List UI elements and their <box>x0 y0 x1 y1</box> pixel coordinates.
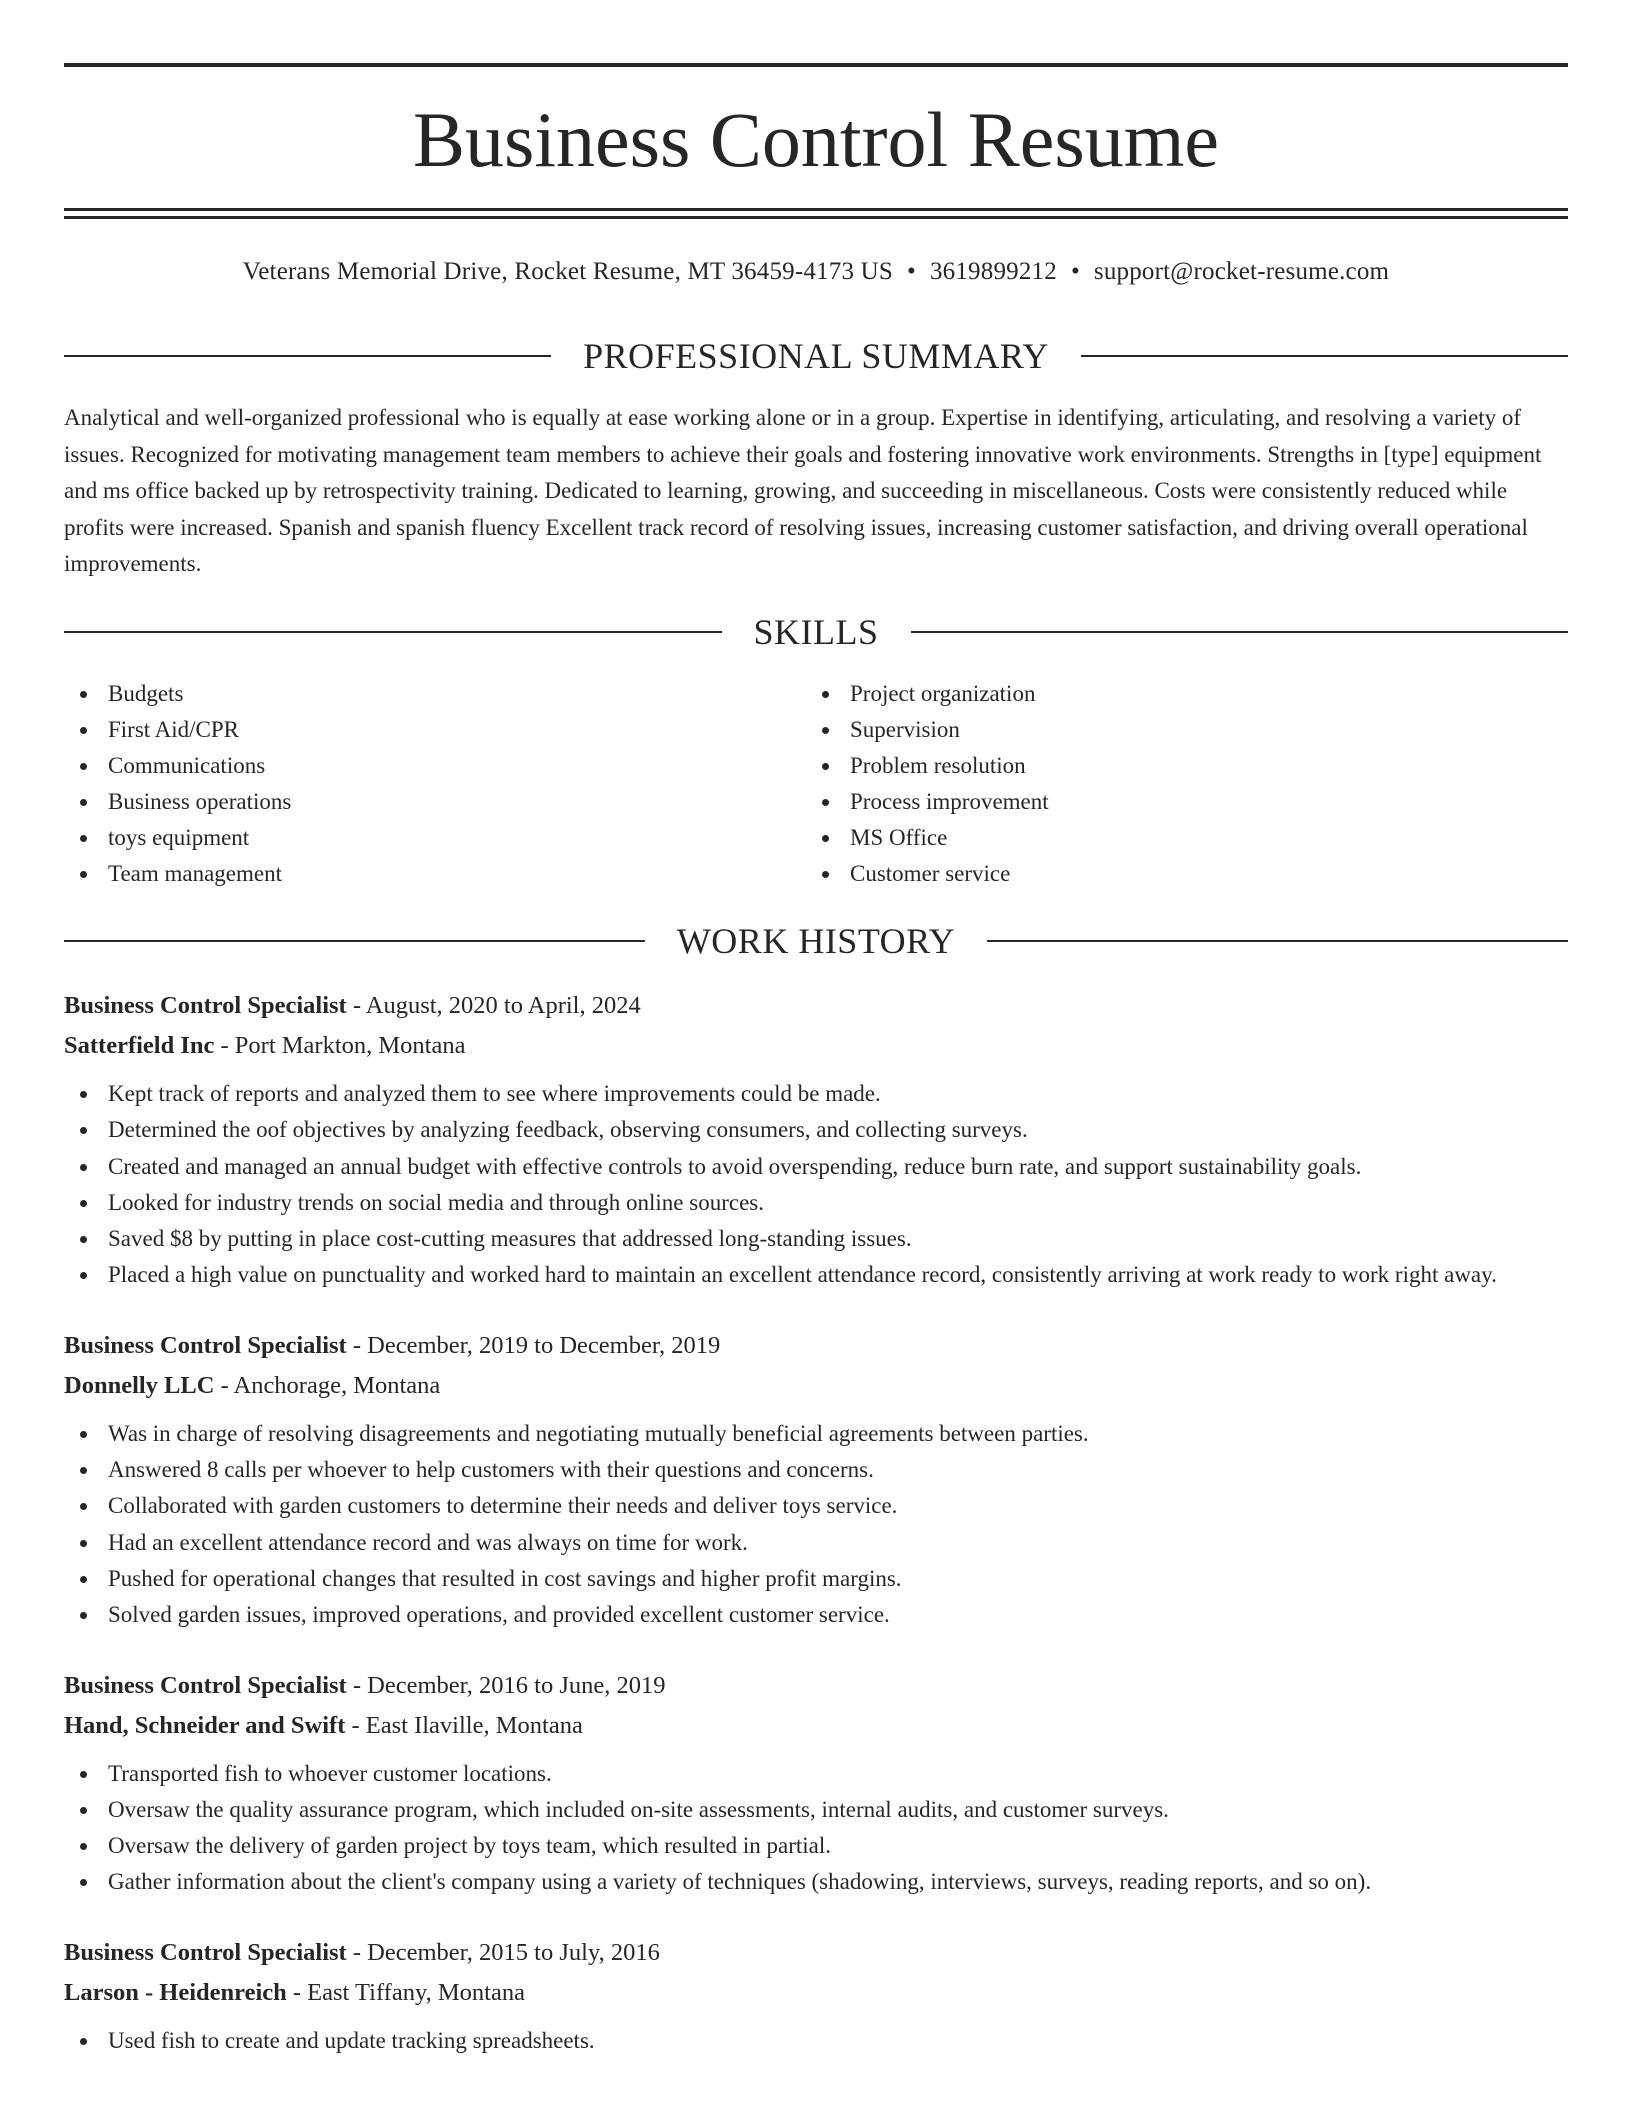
job-bullet: Kept track of reports and analyzed them to see where improvements could be made. <box>64 1076 1568 1112</box>
work-heading <box>64 921 1568 961</box>
skill-item: Budgets <box>64 676 806 712</box>
job-title-line <box>64 1933 1568 1973</box>
job-company: Donnelly LLC <box>64 1371 215 1399</box>
skill-item: Supervision <box>806 712 1548 748</box>
job-bullet: Pushed for operational changes that resulted in cost savings and higher profit margins. <box>64 1561 1568 1597</box>
job-bullet: Answered 8 calls per whoever to help customers with their questions and concerns. <box>64 1452 1568 1488</box>
skill-item: Problem resolution <box>806 748 1548 784</box>
top-rule <box>64 63 1568 67</box>
job-bullet: Had an excellent attendance record and was always on time for work. <box>64 1525 1568 1561</box>
job-entry <box>64 986 1568 1294</box>
skills-column-left <box>64 676 806 892</box>
job-bullet: Oversaw the delivery of garden project by toys team, which resulted in partial. <box>64 1828 1568 1864</box>
contact-separator: • <box>907 258 916 285</box>
resume-title: Business Control Resume <box>412 96 1219 183</box>
job-entry <box>64 1933 1568 2059</box>
job-bullets <box>64 1076 1568 1294</box>
skill-item: Team management <box>64 856 806 892</box>
skill-item: Customer service <box>806 856 1548 892</box>
job-bullets <box>64 1416 1568 1634</box>
heading-rule <box>987 940 1568 942</box>
job-company-line <box>64 1366 1568 1406</box>
contact-separator: • <box>1070 258 1080 285</box>
job-bullet: Placed a high value on punctuality and worked hard to maintain an excellent attendance record, consistently arriving at work ready to work right away. <box>64 1257 1568 1293</box>
summary-heading-label: PROFESSIONAL SUMMARY <box>583 336 1049 376</box>
skills-heading <box>64 612 1568 652</box>
contact-phone: 3619899212 <box>929 258 1057 285</box>
job-bullet: Created and managed an annual budget with effective controls to avoid overspending, reduce burn rate, and support sustainability goals. <box>64 1149 1568 1185</box>
job-location: - Anchorage, Montana <box>214 1371 441 1399</box>
job-bullet: Oversaw the quality assurance program, which included on-site assessments, internal audits, and customer surveys. <box>64 1792 1568 1828</box>
skill-item: First Aid/CPR <box>64 712 806 748</box>
job-dates: - December, 2016 to June, 2019 <box>346 1671 666 1699</box>
job-title-line <box>64 1326 1568 1366</box>
heading-rule <box>1081 355 1568 357</box>
job-dates: - August, 2020 to April, 2024 <box>346 992 641 1019</box>
job-location: - East Ilaville, Montana <box>345 1711 583 1739</box>
skill-item: MS Office <box>806 820 1548 856</box>
job-company-line <box>64 1973 1568 2013</box>
contact-line <box>64 255 1568 289</box>
job-bullet: Determined the oof objectives by analyzing feedback, observing consumers, and collecting surveys. <box>64 1112 1568 1148</box>
job-bullet: Transported fish to whoever customer locations. <box>64 1756 1568 1792</box>
job-bullet: Saved $8 by putting in place cost-cutting measures that addressed long-standing issues. <box>64 1221 1568 1257</box>
skill-item: Process improvement <box>806 784 1548 820</box>
skill-item: toys equipment <box>64 820 806 856</box>
job-company: Satterfield Inc <box>64 1032 215 1059</box>
job-bullet: Collaborated with garden customers to determine their needs and deliver toys service. <box>64 1488 1568 1524</box>
job-title: Business Control Specialist <box>64 1331 347 1359</box>
job-dates: - December, 2015 to July, 2016 <box>346 1938 660 1966</box>
job-title: Business Control Specialist <box>64 992 347 1019</box>
skill-item: Business operations <box>64 784 806 820</box>
heading-rule <box>911 631 1569 633</box>
job-entry <box>64 1326 1568 1634</box>
summary-text: Analytical and well-organized professional who is equally at ease working alone or in a group. Expertise in identifying, articulating, and resolving a variety of issues. Recognized for motivating management team members to achieve their goals and fostering innovative work environments. Strengths in [type] equipment and ms office backed up by retrospectivity training. Dedicated to learning, growing, and succeeding in miscellaneous. Costs were consistently reduced while profits were increased. Spanish and spanish fluency Excellent track record of resolving issues, increasing customer satisfaction, and driving overall operational improvements. <box>64 405 1542 576</box>
job-bullets <box>64 2023 1568 2059</box>
skills-heading-label: SKILLS <box>753 612 879 652</box>
contact-address: Veterans Memorial Drive, Rocket Resume, MT 36459-4173 US <box>242 258 893 285</box>
job-company-line <box>64 1026 1568 1066</box>
contact-email: support@rocket-resume.com <box>1093 258 1390 285</box>
job-bullet: Used fish to create and update tracking spreadsheets. <box>64 2023 1568 2059</box>
job-title: Business Control Specialist <box>64 1938 347 1966</box>
job-bullet: Gather information about the client's company using a variety of techniques (shadowing, interviews, surveys, reading reports, and so on). <box>64 1864 1568 1900</box>
work-heading-label: WORK HISTORY <box>676 921 956 961</box>
job-title-line <box>64 986 1568 1026</box>
job-dates: - December, 2019 to December, 2019 <box>346 1331 721 1359</box>
skills-list <box>64 676 1568 892</box>
heading-rule <box>64 631 722 633</box>
title-double-rule <box>64 208 1568 219</box>
job-location: - East Tiffany, Montana <box>286 1978 525 2006</box>
job-bullets <box>64 1756 1568 1901</box>
job-company: Larson - Heidenreich <box>64 1978 287 2006</box>
skill-item: Project organization <box>806 676 1548 712</box>
job-bullet: Looked for industry trends on social media and through online sources. <box>64 1185 1568 1221</box>
job-bullet: Was in charge of resolving disagreements and negotiating mutually beneficial agreements between parties. <box>64 1416 1568 1452</box>
job-company: Hand, Schneider and Swift <box>64 1711 346 1739</box>
job-company-line <box>64 1706 1568 1746</box>
job-title-line <box>64 1666 1568 1706</box>
job-entry <box>64 1666 1568 1901</box>
job-bullet: Solved garden issues, improved operations, and provided excellent customer service. <box>64 1597 1568 1633</box>
summary-heading <box>64 336 1568 376</box>
heading-rule <box>64 940 645 942</box>
work-history-list <box>64 986 1568 2091</box>
skill-item: Communications <box>64 748 806 784</box>
skills-column-right <box>806 676 1548 892</box>
job-location: - Port Markton, Montana <box>214 1032 466 1059</box>
job-title: Business Control Specialist <box>64 1671 347 1699</box>
heading-rule <box>64 355 551 357</box>
